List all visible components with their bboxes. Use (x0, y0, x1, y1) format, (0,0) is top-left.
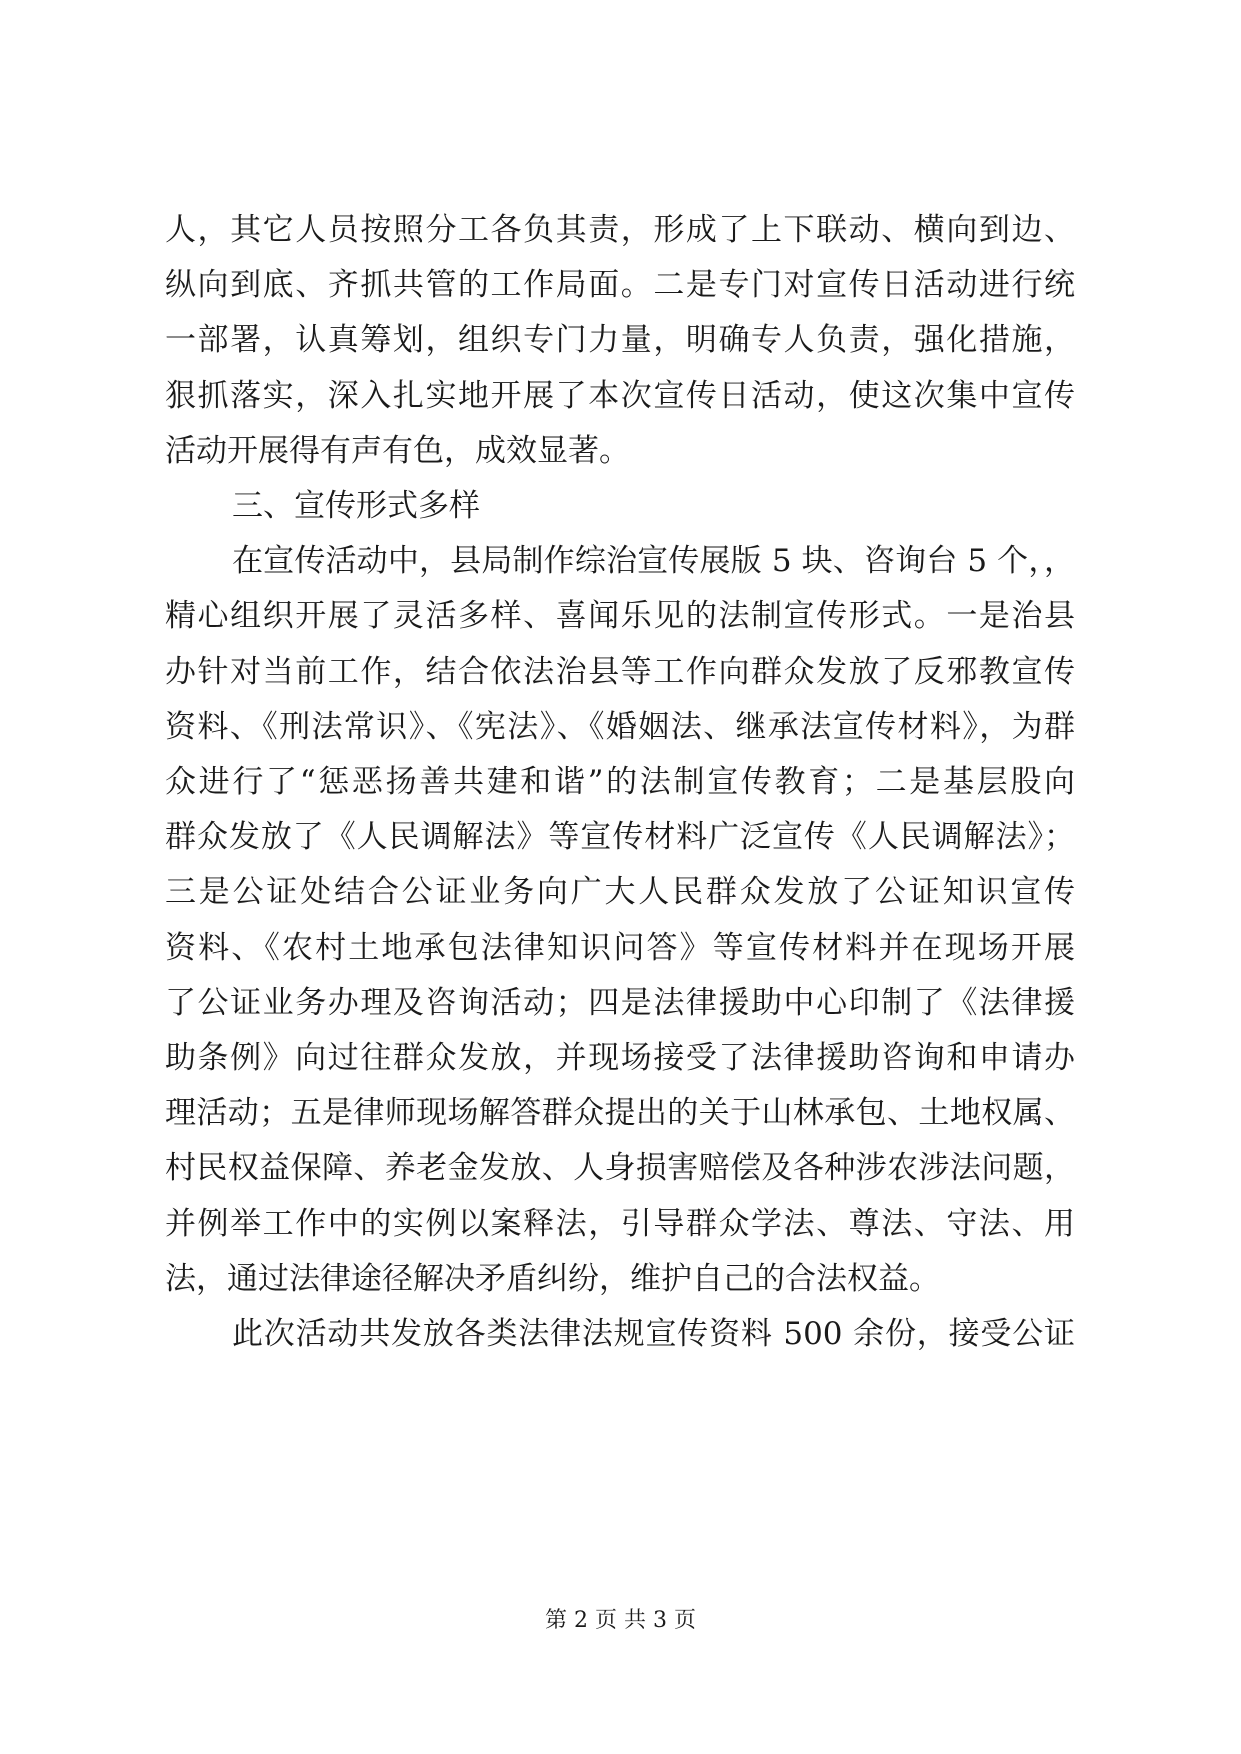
body-line-19: 并例举工作中的实例以案释法，引导群众学法、尊法、守法、用 (165, 1206, 1075, 1242)
body-line-9: 办针对当前工作，结合依法治县等工作向群众发放了反邪教宣传 (165, 654, 1075, 690)
body-line-8: 精心组织开展了灵活多样、喜闻乐见的法制宣传形式。一是治县 (165, 598, 1075, 634)
body-line-16: 助条例》向过往群众发放，并现场接受了法律援助咨询和申请办 (165, 1040, 1075, 1076)
page-footer: 第 2 页 共 3 页 (545, 1608, 696, 1633)
body-line-13: 三是公证处结合公证业务向广大人民群众发放了公证知识宣传 (165, 874, 1075, 910)
body-line-11: 众进行了“惩恶扬善共建和谐”的法制宣传教育；二是基层股向 (165, 764, 1075, 800)
body-line-14: 资料、《农村土地承包法律知识问答》等宣传材料并在现场开展 (165, 930, 1075, 966)
section-heading: 三、宣传形式多样 (232, 488, 480, 524)
body-line-20: 法，通过法律途径解决矛盾纠纷，维护自己的合法权益。 (165, 1261, 940, 1297)
body-line-17: 理活动；五是律师现场解答群众提出的关于山林承包、土地权属、 (165, 1095, 1075, 1131)
body-line-2: 纵向到底、齐抓共管的工作局面。二是专门对宣传日活动进行统 (165, 267, 1075, 303)
body-line-10: 资料、《刑法常识》、《宪法》、《婚姻法、继承法宣传材料》，为群 (165, 709, 1075, 745)
body-line-4: 狠抓落实，深入扎实地开展了本次宣传日活动，使这次集中宣传 (165, 378, 1075, 414)
body-line-18: 村民权益保障、养老金发放、人身损害赔偿及各种涉农涉法问题， (165, 1150, 1075, 1186)
body-line-12: 群众发放了《人民调解法》等宣传材料广泛宣传《人民调解法》； (165, 819, 1075, 855)
body-line-1: 人，其它人员按照分工各负其责，形成了上下联动、横向到边、 (165, 212, 1075, 248)
body-line-7: 在宣传活动中，县局制作综治宣传展版 5 块、咨询台 5 个，， (232, 543, 1075, 579)
body-line-21: 此次活动共发放各类法律法规宣传资料 500 余份，接受公证 (232, 1316, 1075, 1352)
body-line-5: 活动开展得有声有色，成效显著。 (165, 433, 630, 469)
body-line-15: 了公证业务办理及咨询活动；四是法律援助中心印制了《法律援 (165, 985, 1075, 1021)
body-line-3: 一部署，认真筹划，组织专门力量，明确专人负责，强化措施， (165, 322, 1075, 358)
